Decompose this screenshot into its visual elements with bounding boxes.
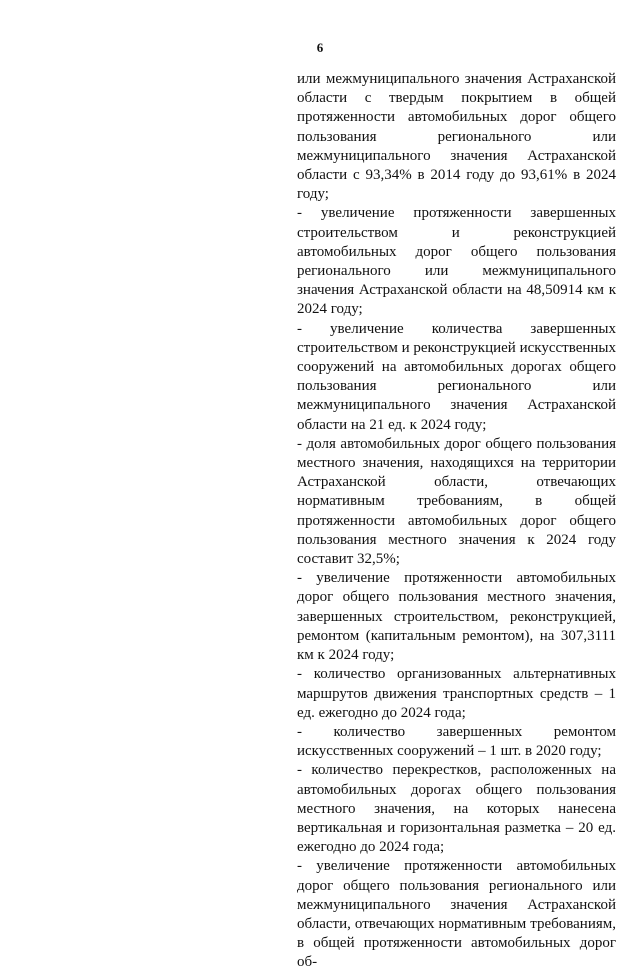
- paragraph-6: - количество организованных альтернативных маршрутов движения транспортных средств – 1 ед. ежегодно до 2024 года;: [297, 666, 616, 721]
- paragraph-4: - доля автомобильных дорог общего пользования местного значения, находящихся на территории Астраханской области, отвечающих нормативным требованиям, в общей протяженности автомобильных дорог общего пользования местного значения к 2024 году составит 32,5%;: [297, 435, 616, 568]
- paragraph-8: - количество перекрестков, расположенных на автомобильных дорогах общего пользования местного значения, на которых нанесена вертикальная и горизонтальная разметка – 20 ед. ежегодно до 2024 года;: [297, 762, 616, 856]
- text-column: [297, 70, 616, 973]
- page-number: 6: [316, 40, 324, 55]
- paragraph-2: - увеличение протяженности завершенных строительством и реконструкцией автомобильных дорог общего пользования регионального или межмуниципального значения Астраханской области на 48,50914 км к 2024 году;: [297, 205, 616, 318]
- paragraph-7: - количество завершенных ремонтом искусственных сооружений – 1 шт. в 2020 году;: [297, 723, 616, 760]
- paragraph-1: или межмуниципального значения Астраханской области с твердым покрытием в общей протяженности автомобильных дорог общего пользования регионального или межмуниципального значения Астраханской области с 93,34% в 2014 году до 93,61% в 2024 году;: [297, 71, 616, 203]
- paragraph-9: - увеличение протяженности автомобильных дорог общего пользования регионального или межмуниципального значения Астраханской области, отвечающих нормативным требованиям, в общей протяженности автомобильных дорог об-: [297, 858, 616, 971]
- paragraph-3: - увеличение количества завершенных строительством и реконструкцией искусственных сооружений на автомобильных дорогах общего пользования регионального или межмуниципального значения Астраханской области на 21 ед. к 2024 году;: [297, 320, 616, 433]
- paragraph-5: - увеличение протяженности автомобильных дорог общего пользования местного значения, завершенных строительством, реконструкцией, ремонтом (капитальным ремонтом), на 307,3111 км к 2024 году;: [297, 570, 616, 664]
